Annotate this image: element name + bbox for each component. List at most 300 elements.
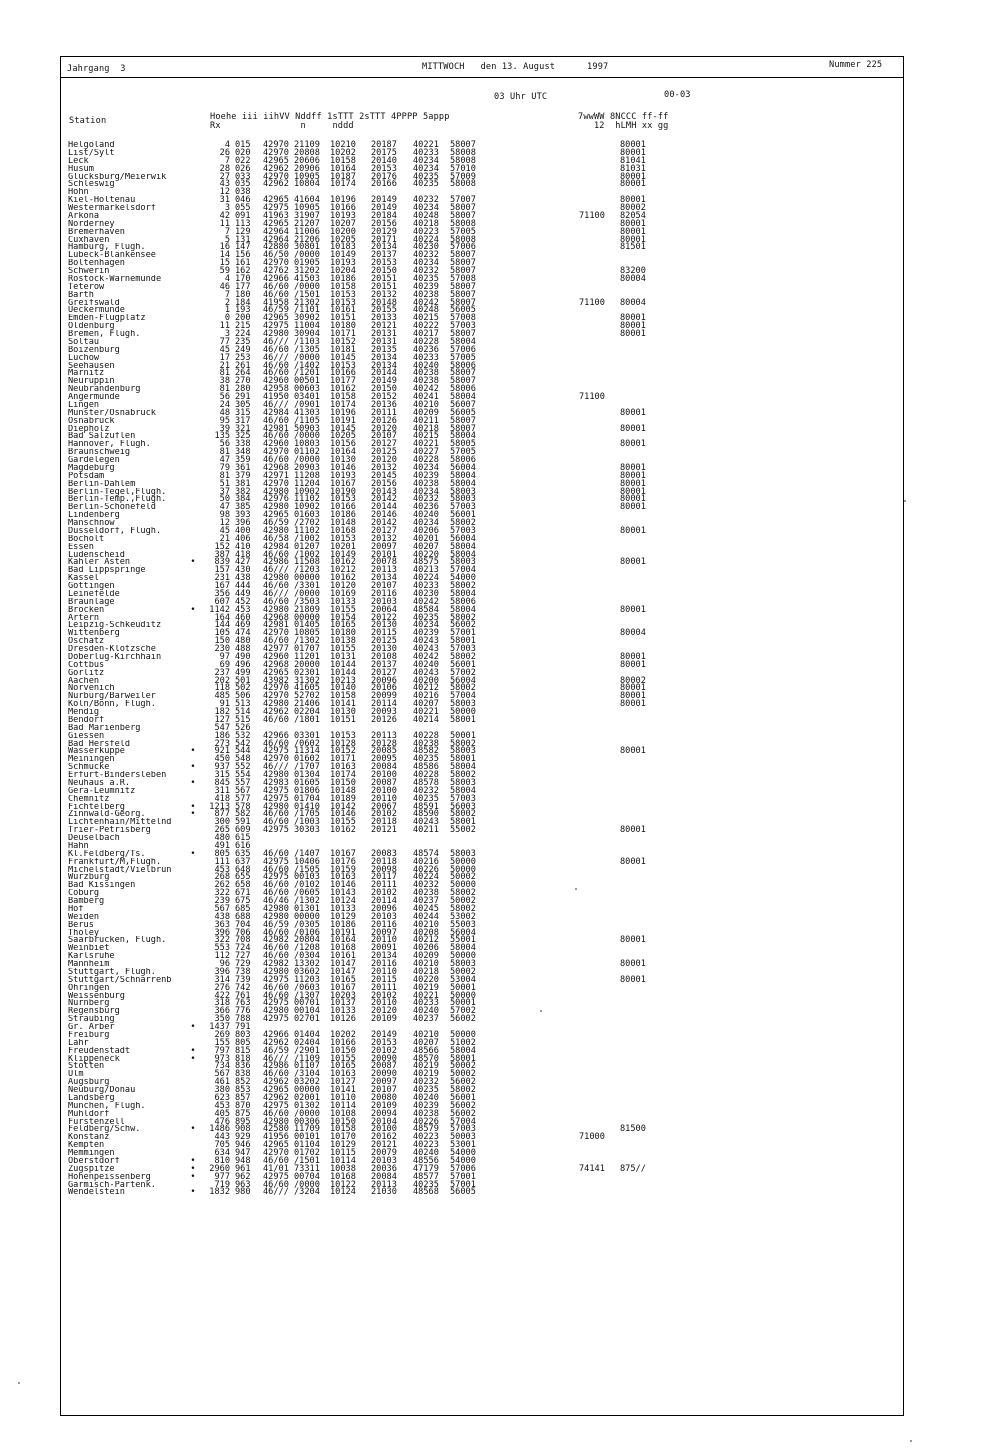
station-index: 469 [235,620,251,631]
group-nddff: 30801 [294,242,320,253]
group-2sttt: 20107 [371,431,397,442]
station-height: 977 [214,1171,230,1182]
group-2sttt: 20166 [371,179,397,190]
station-index: 418 [235,549,251,560]
group-5appp: 50002 [450,872,476,883]
group-4pppp: 40242 [413,596,439,607]
group-5appp: 57003 [450,525,476,536]
group-ihvv: 46/59 [263,1045,289,1056]
station-name: Glücksburg/Meierwik [68,172,167,181]
group-8nccc: 80001 [620,439,646,450]
group-1sttt: 10164 [330,163,356,174]
group-5appp: 56001 [450,1092,476,1103]
group-1sttt: 10130 [330,455,356,465]
group-ihvv: 42975 [263,1100,289,1111]
group-2sttt: 20121 [371,321,397,332]
group-1sttt: 10133 [330,1006,356,1017]
group-1sttt: 10124 [330,896,356,906]
group-1sttt: 10145 [330,352,356,363]
group-8nccc: 80001 [620,557,646,568]
station-name: Husum [68,164,94,173]
group-5appp: 57007 [450,195,476,206]
station-height: 81 [219,470,230,481]
group-1sttt: 10133 [330,596,356,607]
station-index: 400 [235,525,251,536]
station-height: 634 [214,1148,230,1158]
group-8nccc: 82054 [620,210,646,221]
station-name: Lichtenhain/Mittelnd [68,818,172,827]
group-4pppp: 48579 [413,1124,439,1135]
group-1sttt: 10130 [330,707,356,717]
group-ihvv: 42880 [263,242,289,253]
group-4pppp: 40221 [413,439,439,450]
station-height: 237 [214,667,230,678]
column-codes-subheader: Rx n nddd [210,121,354,131]
group-5appp: 58003 [450,777,476,788]
group-8nccc: 80001 [620,651,646,662]
group-ihvv: 42962 [263,179,289,190]
station-height: 98 [219,510,230,521]
mountain-marker: • [190,801,196,812]
group-ihvv: 42962 [263,163,289,174]
station-height: 11 [219,218,230,229]
station-height: 734 [214,1061,230,1072]
station-height: 43 [219,179,230,190]
station-index: 382 [235,486,251,497]
right-codes-subheader: 12 hLMH xx gg [578,121,669,131]
station-index: 929 [235,1132,251,1143]
group-nddff: 02001 [294,1092,320,1103]
group-5appp: 56005 [450,407,476,418]
station-name: Regensburg [68,1007,120,1016]
group-4pppp: 40233 [413,581,439,591]
group-5appp: 58002 [450,581,476,591]
group-nddff: /0602 [294,738,320,749]
group-ihvv: 46/60 [263,549,289,560]
group-8nccc: 80004 [620,628,646,639]
group-5appp: 55002 [450,825,476,836]
group-2sttt: 20117 [371,872,397,883]
station-name: Gardelegen [68,456,120,464]
group-ihvv: 42980 [263,911,289,922]
group-nddff: 21206 [294,234,320,245]
group-4pppp: 40248 [413,305,439,316]
station-index: 147 [235,242,251,253]
group-4pppp: 40215 [413,313,439,324]
group-ihvv: 42980 [263,573,289,584]
group-1sttt: 10120 [330,581,356,591]
station-name: Magdeburg [68,463,115,472]
group-ihvv: 46/60 [263,848,289,859]
group-5appp: 58007 [450,258,476,269]
station-name: Berlin-Tegel,Flugh. [68,487,167,496]
station-index: 961 [235,1163,251,1174]
station-name: Saarbrücken, Flugh. [68,936,167,945]
station-height: 7 [224,289,230,300]
group-5appp: 50000 [450,880,476,891]
group-2sttt: 20184 [371,210,397,221]
station-index: 591 [235,817,251,828]
group-nddff: /1407 [294,848,320,859]
group-2sttt: 20152 [371,392,397,402]
station-height: 461 [214,1077,230,1088]
group-2sttt: 20134 [371,360,397,371]
group-2sttt: 20120 [371,1006,397,1017]
group-4pppp: 40235 [413,179,439,190]
station-name: Weiden [68,912,100,921]
group-2sttt: 20127 [371,667,397,678]
group-1sttt: 10168 [330,943,356,954]
station-index: 836 [235,1061,251,1072]
station-height: 607 [214,596,230,607]
group-8nccc: 83200 [620,266,646,276]
group-ihvv: 42965 [263,1140,289,1151]
group-nddff: /1501 [294,289,320,300]
station-height: 50 [219,494,230,505]
station-index: 020 [235,147,251,158]
station-name: Lingen [68,400,100,409]
group-2sttt: 20142 [371,494,397,505]
station-height: 567 [214,1069,230,1080]
group-1sttt: 10158 [330,1124,356,1135]
group-ihvv: 41956 [263,1132,289,1143]
station-height: 396 [214,927,230,938]
group-ihvv: 46/60 [263,1069,289,1080]
station-index: 729 [235,959,251,969]
station-height: 268 [214,872,230,883]
group-8nccc: 80001 [620,604,646,615]
station-height: 1832 [209,1187,230,1198]
group-5appp: 58001 [450,1053,476,1064]
group-ihvv: 42970 [263,258,289,269]
station-index: 193 [235,305,251,316]
group-4pppp: 48590 [413,809,439,820]
station-name: Bad Marienberg [68,723,141,732]
group-4pppp: 40218 [413,423,439,434]
station-index: 818 [235,1053,251,1064]
group-1sttt: 10207 [330,218,356,229]
group-nddff: 31907 [294,210,320,221]
group-ihvv: 46/46 [263,896,289,906]
group-nddff: /0305 [294,919,320,930]
group-nddff: 00501 [294,376,320,387]
group-4pppp: 40238 [413,376,439,387]
group-nddff: /0000 [294,352,320,363]
group-5appp: 58003 [450,746,476,757]
group-ihvv: 42580 [263,1124,289,1135]
group-2sttt: 20175 [371,147,397,158]
group-2sttt: 20084 [371,762,397,773]
group-2sttt: 20102 [371,888,397,899]
group-2sttt: 20100 [371,1124,397,1135]
station-name: Arkona [68,211,100,220]
group-nddff: 10803 [294,439,320,450]
group-2sttt: 20113 [371,1179,397,1190]
group-ihvv: 46/59 [263,919,289,930]
group-nddff: 11314 [294,746,320,757]
group-1sttt: 10174 [330,770,356,780]
group-1sttt: 10159 [330,864,356,875]
group-ihvv: 42975 [263,872,289,883]
station-height: 81 [219,384,230,395]
group-ihvv: 42968 [263,659,289,670]
group-1sttt: 10171 [330,754,356,765]
group-4pppp: 40220 [413,974,439,985]
station-name: Wendelstein [68,1188,125,1197]
station-index: 515 [235,714,251,725]
group-5appp: 58002 [450,770,476,780]
group-4pppp: 40224 [413,573,439,584]
group-nddff: 30303 [294,825,320,836]
station-index: 895 [235,1116,251,1127]
station-index: 671 [235,888,251,899]
group-ihvv: 42966 [263,1029,289,1040]
speck [540,1010,542,1012]
group-ihvv: 46/60 [263,289,289,300]
group-nddff: 20808 [294,147,320,158]
group-8nccc: 80001 [620,423,646,434]
station-name: Kassel [68,574,100,583]
group-2sttt: 20125 [371,636,397,647]
group-nddff: 00103 [294,872,320,883]
group-ihvv: 46/60 [263,738,289,749]
group-1sttt: 10191 [330,927,356,938]
group-5appp: 54000 [450,1155,476,1166]
station-index: 502 [235,683,251,694]
group-1sttt: 10141 [330,1085,356,1095]
station-name: Cottbus [68,660,105,669]
group-ihvv: 46/60 [263,431,289,442]
group-nddff: /1208 [294,943,320,954]
group-1sttt: 10193 [330,210,356,221]
group-5appp: 57001 [450,1171,476,1182]
group-4pppp: 40242 [413,384,439,395]
station-height: 77 [219,336,230,347]
station-name: Neuhaus a.R. [68,778,131,787]
group-ihvv: 42965 [263,1085,289,1095]
station-name: Mühldorf [68,1109,110,1118]
group-1sttt: 10149 [330,549,356,560]
station-index: 338 [235,439,251,450]
group-5appp: 53004 [450,974,476,985]
right-codes-header: 7wwWW 8NCCC ff-ff [578,112,669,122]
group-8nccc: 80001 [620,935,646,946]
station-name: Tholey [68,928,100,937]
group-5appp: 58004 [450,541,476,552]
station-index: 962 [235,1171,251,1182]
group-nddff: 10905 [294,203,320,213]
station-height: 3 [224,329,230,339]
station-name: Memmingen [68,1149,115,1157]
group-5appp: 58003 [450,848,476,859]
group-ihvv: 42970 [263,628,289,639]
station-height: 45 [219,525,230,536]
station-index: 805 [235,1037,251,1048]
station-height: 144 [214,620,230,631]
group-nddff: 01707 [294,644,320,654]
group-4pppp: 40232 [413,494,439,505]
group-nddff: 30902 [294,313,320,324]
station-height: 491 [214,840,230,851]
station-index: 708 [235,935,251,946]
group-nddff: /0000 [294,588,320,599]
station-name: Öhringen [68,983,110,992]
group-2sttt: 20129 [371,226,397,237]
group-2sttt: 20080 [371,1092,397,1103]
group-1sttt: 10145 [330,423,356,434]
group-ihvv: 42975 [263,1014,289,1025]
group-5appp: 50001 [450,982,476,993]
group-8nccc: 80001 [620,478,646,489]
group-1sttt: 10155 [330,1053,356,1064]
station-name: Diepholz [68,424,110,433]
station-name: Braunschweig [68,448,131,457]
station-index: 180 [235,289,251,300]
station-index: 381 [235,478,251,489]
group-2sttt: 20121 [371,825,397,836]
speck [904,500,906,502]
group-2sttt: 20103 [371,1155,397,1166]
station-index: 291 [235,392,251,402]
group-1sttt: 10168 [330,525,356,536]
group-ihvv: 42964 [263,226,289,237]
mountain-marker: • [190,1045,196,1056]
group-ihvv: 42962 [263,707,289,717]
station-index: 317 [235,415,251,426]
station-height: 14 [219,250,230,261]
group-ihvv: 46/50 [263,250,289,261]
group-1sttt: 10154 [330,612,356,623]
group-5appp: 56005 [450,305,476,316]
group-1sttt: 10187 [330,171,356,182]
station-column-header: Station [69,116,107,126]
station-height: 105 [214,628,230,639]
group-2sttt: 20036 [371,1163,397,1174]
group-5appp: 50001 [450,998,476,1009]
group-ihvv: 42980 [263,486,289,497]
group-4pppp: 40241 [413,392,439,402]
group-5appp: 58003 [450,486,476,497]
station-name: Düsseldorf, Flugh. [68,526,162,535]
group-2sttt: 20097 [371,541,397,552]
group-1sttt: 10151 [330,313,356,324]
station-index: 305 [235,399,251,410]
station-name: Stötten [68,1062,105,1071]
group-ihvv: 42962 [263,1077,289,1088]
group-nddff: 00000 [294,1085,320,1095]
group-4pppp: 40208 [413,927,439,938]
station-name: Zugspitze [68,1164,115,1173]
station-index: 637 [235,856,251,867]
group-4pppp: 40226 [413,1116,439,1127]
group-ihvv: 46/60 [263,809,289,820]
group-4pppp: 40218 [413,218,439,229]
group-5appp: 57001 [450,1179,476,1190]
group-nddff: /1302 [294,896,320,906]
group-2sttt: 20151 [371,281,397,292]
station-name: Würzburg [68,873,110,882]
station-height: 623 [214,1092,230,1103]
group-8nccc: 80001 [620,699,646,710]
station-index: 055 [235,203,251,213]
group-2sttt: 20134 [371,242,397,253]
group-5appp: 58004 [450,785,476,796]
group-8nccc: 80001 [620,226,646,237]
group-nddff: /1801 [294,714,320,725]
group-8nccc: 80001 [620,462,646,473]
group-nddff: /2702 [294,518,320,528]
station-index: 852 [235,1077,251,1088]
station-name: Lahr [68,1038,89,1047]
group-nddff: 20903 [294,462,320,473]
group-5appp: 57008 [450,273,476,284]
group-ihvv: 42975 [263,856,289,867]
station-name: Westermarkelsdorf [68,204,156,212]
group-4pppp: 40211 [413,415,439,426]
group-nddff: 11709 [294,1124,320,1135]
station-height: 453 [214,1100,230,1111]
station-name: Braunlage [68,597,115,606]
station-name: Bremerhaven [68,227,125,236]
group-8nccc: 80001 [620,195,646,206]
group-2sttt: 20131 [371,329,397,339]
station-name: Leinefelde [68,589,120,598]
group-4pppp: 48591 [413,801,439,812]
station-index: 427 [235,557,251,568]
group-nddff: 11004 [294,321,320,332]
station-height: 4 [224,273,230,284]
station-height: 48 [219,407,230,418]
group-2sttt: 20116 [371,959,397,969]
station-name: Bad Lippspringe [68,566,146,575]
group-nddff: /1003 [294,817,320,828]
station-index: 162 [235,266,251,276]
station-height: 239 [214,896,230,906]
station-index: 688 [235,911,251,922]
group-8nccc: 80001 [620,856,646,867]
group-4pppp: 48556 [413,1155,439,1166]
station-name: Kiel-Holtenau [68,196,136,205]
group-1sttt: 10196 [330,407,356,418]
group-1sttt: 10212 [330,565,356,576]
group-2sttt: 20132 [371,533,397,544]
group-8nccc: 80001 [620,218,646,229]
station-name: Garmisch-Partenk. [68,1180,156,1189]
group-nddff: /0603 [294,982,320,993]
group-4pppp: 40235 [413,754,439,765]
station-height: 24 [219,399,230,410]
group-nddff: /1505 [294,864,320,875]
group-nddff: 11204 [294,478,320,489]
group-5appp: 58002 [450,651,476,662]
group-nddff: /0901 [294,399,320,410]
group-1sttt: 10191 [330,415,356,426]
station-index: 815 [235,1045,251,1056]
group-4pppp: 40238 [413,738,439,749]
station-name: Bendorf [68,715,105,724]
group-4pppp: 40228 [413,770,439,780]
group-1sttt: 10158 [330,691,356,702]
group-2sttt: 21030 [371,1187,397,1198]
station-name: Meiningen [68,755,115,764]
group-nddff: 01301 [294,903,320,914]
group-1sttt: 10150 [330,1116,356,1127]
station-name: Bad Hersfeld [68,739,131,748]
group-2sttt: 20135 [371,344,397,355]
group-8nccc: 80001 [620,171,646,182]
group-4pppp: 40237 [413,896,439,906]
station-index: 615 [235,833,251,843]
